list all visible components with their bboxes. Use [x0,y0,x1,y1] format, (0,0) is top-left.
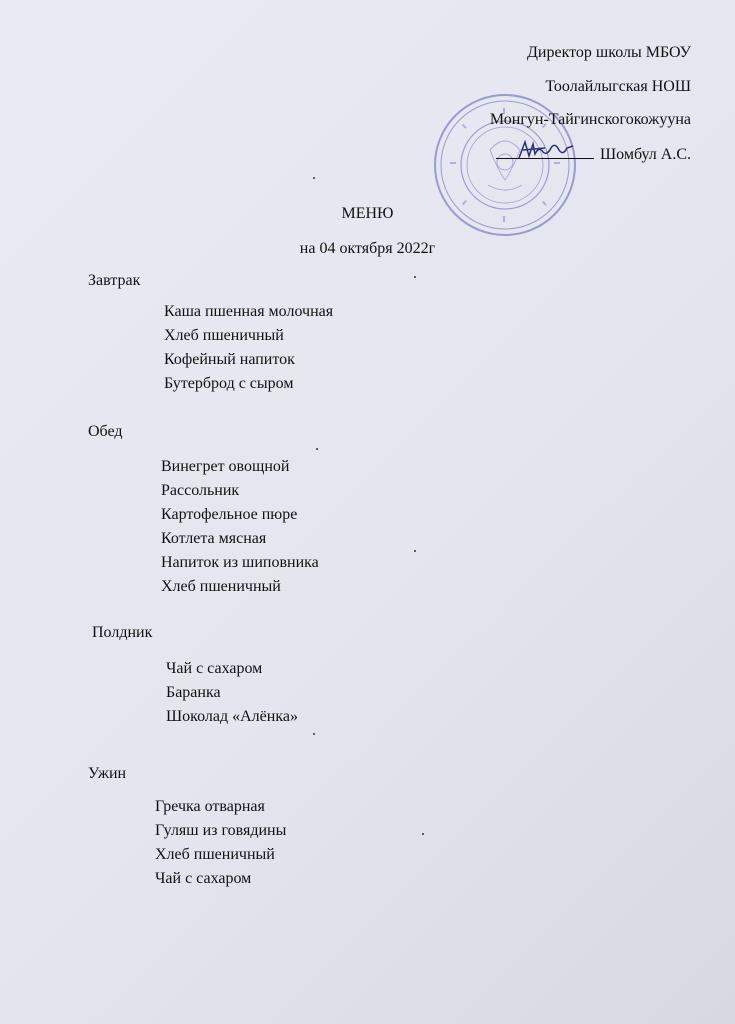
list-item: Каша пшенная молочная [164,303,334,320]
paper-speck [313,733,315,735]
meal-items-lunch [161,455,319,599]
list-item: Винегрет овощной [161,458,290,475]
meal-title-snack: Полдник [92,624,153,641]
meal-items-snack [166,657,298,729]
signer-name: Шомбул А.С. [600,146,691,163]
list-item: Чай с сахаром [155,870,252,887]
header-line-3: Монгун-Тайгинскогокожууна [489,111,691,128]
list-item: Гуляш из говядины [155,822,287,839]
list-item: Хлеб пшеничный [155,846,275,863]
menu-date: на 04 октября 2022г [299,240,436,257]
list-item: Гречка отварная [155,798,265,815]
meal-items-dinner [155,795,286,891]
meal-title-dinner: Ужин [88,765,127,782]
list-item: Чай с сахаром [166,660,263,677]
meal-title-breakfast: Завтрак [88,272,141,289]
meal-items-breakfast [164,300,333,396]
paper-speck [422,833,424,835]
list-item: Напиток из шиповника [161,554,319,571]
list-item: Картофельное пюре [161,506,298,523]
list-item: Котлета мясная [161,530,267,547]
header-line-2: Тоолайлыгская НОШ [545,78,691,95]
list-item: Хлеб пшеничный [164,327,284,344]
list-item: Шоколад «Алёнка» [166,708,298,725]
meal-title-lunch: Обед [88,423,123,440]
list-item: Рассольник [161,482,240,499]
paper-speck [414,550,416,552]
list-item: Кофейный напиток [164,351,295,368]
list-item: Бутерброд с сыром [164,375,294,392]
handwritten-signature [515,136,581,164]
paper-speck [313,177,315,179]
paper-speck [414,276,416,278]
page-title: МЕНЮ [341,205,394,222]
list-item: Баранка [166,684,221,701]
paper-speck [316,448,318,450]
header-line-1: Директор школы МБОУ [526,44,691,61]
list-item: Хлеб пшеничный [161,578,281,595]
